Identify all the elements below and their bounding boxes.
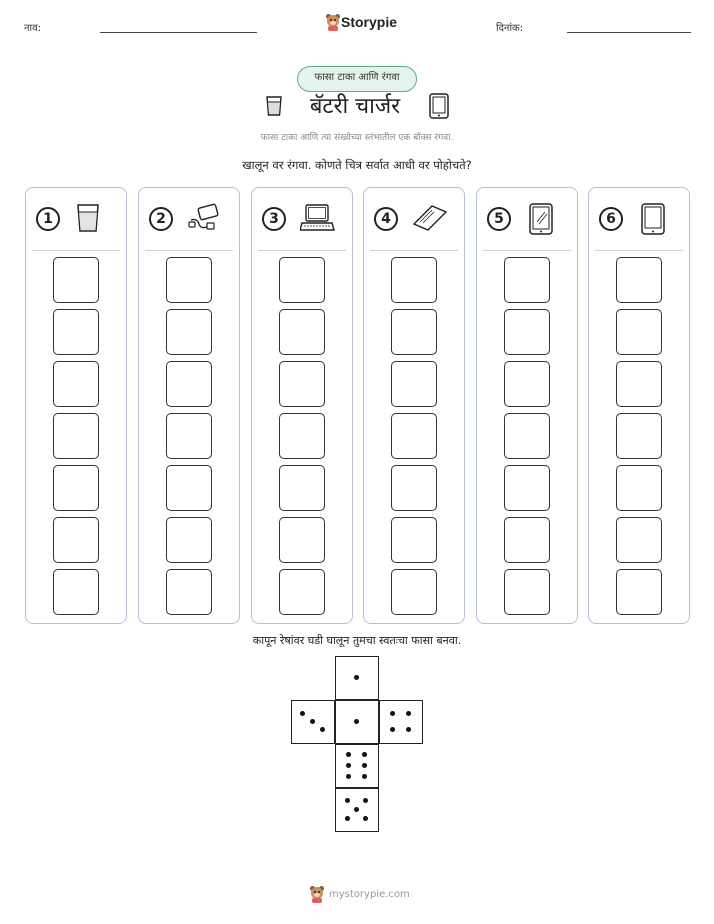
column-number: 4	[374, 207, 398, 231]
ebook-reader-icon	[412, 202, 448, 236]
color-box[interactable]	[616, 465, 662, 511]
column-6	[588, 187, 690, 624]
dice-pip	[363, 798, 368, 803]
color-box[interactable]	[616, 361, 662, 407]
color-box[interactable]	[391, 413, 437, 459]
glass-icon	[264, 94, 284, 118]
color-box[interactable]	[504, 361, 550, 407]
power-bank-icon	[187, 202, 223, 236]
color-box[interactable]	[391, 361, 437, 407]
color-box[interactable]	[279, 257, 325, 303]
column-number: 2	[149, 207, 173, 231]
color-box[interactable]	[504, 257, 550, 303]
name-label: नाव:	[24, 23, 42, 34]
color-box[interactable]	[391, 517, 437, 563]
column-divider	[145, 250, 233, 251]
column-number: 3	[262, 207, 286, 231]
color-box[interactable]	[166, 517, 212, 563]
dice-pip	[300, 711, 305, 716]
dice-pip	[346, 752, 351, 757]
color-box[interactable]	[166, 361, 212, 407]
color-box[interactable]	[279, 517, 325, 563]
color-box[interactable]	[504, 413, 550, 459]
dice-pip	[390, 727, 395, 732]
dice-face-4	[379, 700, 423, 744]
dice-pip	[345, 798, 350, 803]
name-line[interactable]	[100, 32, 257, 33]
dice-pip	[390, 711, 395, 716]
instruction: खालून वर रंगवा. कोणते चित्र सर्वात आधी वर पोहोचते?	[242, 158, 472, 172]
color-box[interactable]	[53, 309, 99, 355]
glass-icon	[74, 202, 110, 236]
color-box[interactable]	[504, 569, 550, 615]
dice-pip	[354, 807, 359, 812]
dice-face-5	[335, 788, 379, 832]
column-number: 1	[36, 207, 60, 231]
dice-pip	[345, 816, 350, 821]
date-label: दिनांक:	[496, 23, 524, 34]
column-divider	[483, 250, 571, 251]
dice-pip	[346, 774, 351, 779]
footer-logo	[309, 885, 409, 903]
storypie-logo	[325, 12, 398, 32]
color-box[interactable]	[616, 413, 662, 459]
color-box[interactable]	[53, 517, 99, 563]
page-title: बॅटरी चार्जर	[309, 94, 401, 119]
color-box[interactable]	[53, 361, 99, 407]
column-2	[138, 187, 240, 624]
dice-pip	[310, 719, 315, 724]
tablet-icon	[525, 202, 561, 236]
dice-pip	[363, 816, 368, 821]
color-box[interactable]	[279, 465, 325, 511]
tablet-title-icon	[428, 92, 450, 120]
column-5	[476, 187, 578, 624]
color-box[interactable]	[616, 257, 662, 303]
activity-badge: फासा टाका आणि रंगवा	[297, 66, 417, 92]
dice-pip	[346, 763, 351, 768]
bear-logo-icon	[325, 13, 341, 31]
color-box[interactable]	[166, 569, 212, 615]
dice-pip	[406, 711, 411, 716]
column-divider	[258, 250, 346, 251]
color-box[interactable]	[391, 309, 437, 355]
color-box[interactable]	[166, 465, 212, 511]
dice-pip	[354, 675, 359, 680]
dice-pip	[406, 727, 411, 732]
column-divider	[32, 250, 120, 251]
color-box[interactable]	[504, 517, 550, 563]
subtitle: फासा टाका आणि त्या संख्येच्या स्तंभातील एक बॉक्स रंगवा.	[260, 133, 454, 143]
date-line[interactable]	[567, 32, 691, 33]
column-number: 6	[599, 207, 623, 231]
color-box[interactable]	[53, 465, 99, 511]
column-3	[251, 187, 353, 624]
dice-pip	[354, 719, 359, 724]
dice-face-3	[291, 700, 335, 744]
column-1	[25, 187, 127, 624]
color-box[interactable]	[53, 413, 99, 459]
color-box[interactable]	[53, 569, 99, 615]
color-box[interactable]	[53, 257, 99, 303]
column-number: 5	[487, 207, 511, 231]
color-box[interactable]	[616, 517, 662, 563]
dice-face-1	[335, 656, 379, 700]
color-box[interactable]	[279, 413, 325, 459]
dice-face-6	[335, 744, 379, 788]
dice-pip	[362, 774, 367, 779]
dice-face-1	[335, 700, 379, 744]
color-box[interactable]	[391, 257, 437, 303]
dice-pip	[362, 763, 367, 768]
dice-pip	[320, 727, 325, 732]
color-box[interactable]	[166, 309, 212, 355]
color-box[interactable]	[504, 309, 550, 355]
color-box[interactable]	[616, 569, 662, 615]
color-box[interactable]	[166, 413, 212, 459]
color-box[interactable]	[279, 361, 325, 407]
footer-bear-icon	[309, 885, 325, 903]
column-4	[363, 187, 465, 624]
color-box[interactable]	[391, 569, 437, 615]
color-box[interactable]	[279, 309, 325, 355]
column-divider	[370, 250, 458, 251]
color-box[interactable]	[166, 257, 212, 303]
laptop-icon	[300, 202, 336, 236]
color-box[interactable]	[391, 465, 437, 511]
column-divider	[595, 250, 683, 251]
color-box[interactable]	[279, 569, 325, 615]
footer-url: mystorypie.com	[329, 889, 410, 900]
brand-name: Storypie	[341, 14, 398, 30]
color-box[interactable]	[504, 465, 550, 511]
tablet-plain-icon	[637, 202, 673, 236]
color-box[interactable]	[616, 309, 662, 355]
dice-pip	[362, 752, 367, 757]
dice-instruction: कापून रेषांवर घडी घालून तुमचा स्वतःचा फासा बनवा.	[252, 634, 462, 647]
